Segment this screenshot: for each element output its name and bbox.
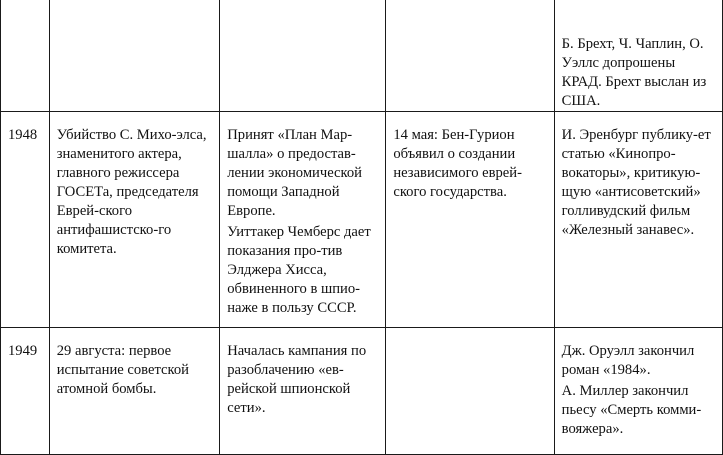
cell-text: Б. Брехт, Ч. Чаплин, О. Уэллс допрошены КРАД. Брехт выслан из США. xyxy=(561,36,707,109)
table-row xyxy=(1,0,723,112)
table-cell xyxy=(49,0,220,112)
cell-text: 29 августа: первое испытание советской атомной бомбы. xyxy=(56,343,189,397)
table-row xyxy=(1,112,723,328)
cell-text: Убийство С. Михо-элса, знаменитого актера, главного режиссера ГОСЕТа, председателя Еврей-ского антифашистско-го комитета. xyxy=(56,127,207,257)
table-cell xyxy=(554,0,722,112)
cell-text: А. Миллер закончил пьесу «Смерть комми-вояжера». xyxy=(561,383,702,437)
year-cell xyxy=(1,0,50,112)
table-cell xyxy=(386,0,554,112)
table-cell xyxy=(386,328,554,455)
cell-text: Принят «План Мар-шалла» о предостав-лении экономической помощи Западной Европе. xyxy=(227,127,362,219)
year-cell xyxy=(1,328,50,455)
table-row xyxy=(1,328,723,455)
year-label: 1948 xyxy=(8,127,38,143)
cell-text: Началась кампания по разоблачению «ев-рейской шпионской сети». xyxy=(227,343,367,416)
table-cell xyxy=(49,328,220,455)
table-cell xyxy=(554,328,722,455)
year-cell xyxy=(1,112,50,328)
cell-text: 14 мая: Бен-Гурион объявил о создании независимого еврей-ского государства. xyxy=(393,127,522,200)
table-cell xyxy=(220,328,386,455)
table-cell xyxy=(386,112,554,328)
table-cell xyxy=(220,0,386,112)
cell-text: Уиттакер Чемберс дает показания про-тив Элджера Хисса, обвиненного в шпио-наже в пользу СССР. xyxy=(227,224,371,316)
cell-text: Дж. Оруэлл закончил роман «1984». xyxy=(561,343,695,378)
year-label: 1949 xyxy=(8,343,38,359)
table-cell xyxy=(554,112,722,328)
table-cell xyxy=(220,112,386,328)
table-cell xyxy=(49,112,220,328)
cell-text: И. Эренбург публику-ет статью «Кинопро-вокаторы», критикую-щую «антисоветский» голливудский фильм «Железный занавес». xyxy=(561,127,711,238)
